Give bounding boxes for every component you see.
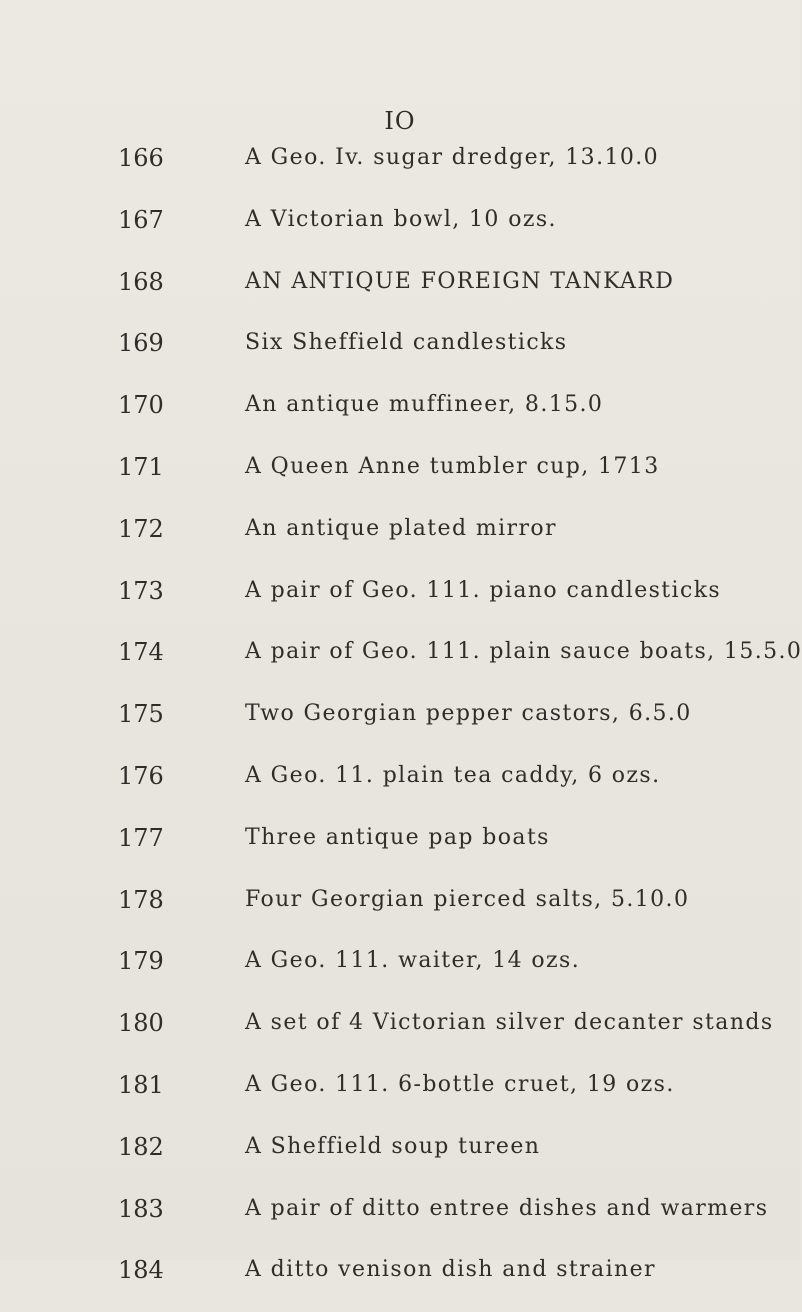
lot-row	[0, 1189, 800, 1251]
lot-description: Two Georgian pepper castors, 6.5.0	[245, 701, 692, 727]
lot-row	[0, 1003, 800, 1065]
lot-description: A Queen Anne tumbler cup, 1713	[245, 453, 660, 479]
lot-number: 176	[118, 761, 164, 790]
lot-row	[0, 941, 800, 1003]
lot-row	[0, 447, 800, 509]
page-number: IO	[384, 107, 416, 135]
lot-number: 183	[118, 1194, 164, 1223]
lot-number: 177	[118, 823, 164, 852]
lot-number: 173	[118, 576, 164, 605]
lot-row	[0, 571, 800, 633]
lot-number: 179	[118, 947, 164, 976]
lot-description: A Victorian bowl, 10 ozs.	[245, 206, 557, 232]
lot-description: A Geo. Iv. sugar dredger, 13.10.0	[245, 145, 660, 170]
lot-description: A pair of Geo. 111. piano candlesticks	[245, 577, 722, 603]
lot-description: A Sheffield soup tureen	[245, 1133, 541, 1159]
lot-description: A Geo. 111. 6-bottle cruet, 19 ozs.	[245, 1071, 675, 1097]
lot-list	[0, 138, 800, 1312]
lot-number: 171	[118, 452, 164, 481]
lot-row	[0, 818, 800, 880]
lot-row	[0, 385, 800, 447]
lot-number: 174	[118, 638, 164, 667]
lot-description: Four Georgian pierced salts, 5.10.0	[245, 886, 690, 912]
lot-row	[0, 756, 800, 818]
lot-description: Six Sheffield candlesticks	[245, 330, 568, 356]
lot-row	[0, 1127, 800, 1189]
lot-number: 175	[118, 700, 164, 729]
lot-row	[0, 694, 800, 756]
lot-description: A ditto venison dish and strainer	[245, 1257, 656, 1283]
lot-description: A pair of ditto entree dishes and warmers	[245, 1195, 769, 1221]
lot-number: 170	[118, 391, 164, 420]
lot-row	[0, 1065, 800, 1127]
lot-number: 169	[118, 329, 164, 358]
lot-number: 184	[118, 1256, 164, 1285]
lot-row	[0, 880, 800, 942]
lot-number: 181	[118, 1070, 164, 1099]
lot-description: An antique muffineer, 8.15.0	[245, 392, 604, 418]
lot-number: 180	[118, 1009, 164, 1038]
lot-description: A Geo. 11. plain tea caddy, 6 ozs.	[245, 762, 661, 788]
lot-row	[0, 200, 800, 262]
lot-description: A set of 4 Victorian silver decanter stands	[245, 1010, 774, 1036]
lot-row	[0, 1250, 800, 1312]
lot-description: A Geo. 111. waiter, 14 ozs.	[245, 948, 581, 974]
lot-number: 166	[118, 144, 164, 172]
lot-row	[0, 138, 800, 200]
lot-description: A pair of Geo. 111. plain sauce boats, 15.5.0	[245, 639, 802, 665]
lot-number: 182	[118, 1132, 164, 1161]
lot-number: 172	[118, 514, 164, 543]
lot-row	[0, 262, 800, 324]
lot-description: An antique plated mirror	[245, 515, 557, 541]
lot-number: 178	[118, 885, 164, 914]
lot-number: 167	[118, 205, 164, 234]
lot-description: Three antique pap boats	[245, 824, 550, 850]
lot-row	[0, 509, 800, 571]
lot-row	[0, 323, 800, 385]
lot-row	[0, 632, 800, 694]
lot-description: AN ANTIQUE FOREIGN TANKARD	[245, 268, 675, 294]
lot-number: 168	[118, 267, 164, 296]
